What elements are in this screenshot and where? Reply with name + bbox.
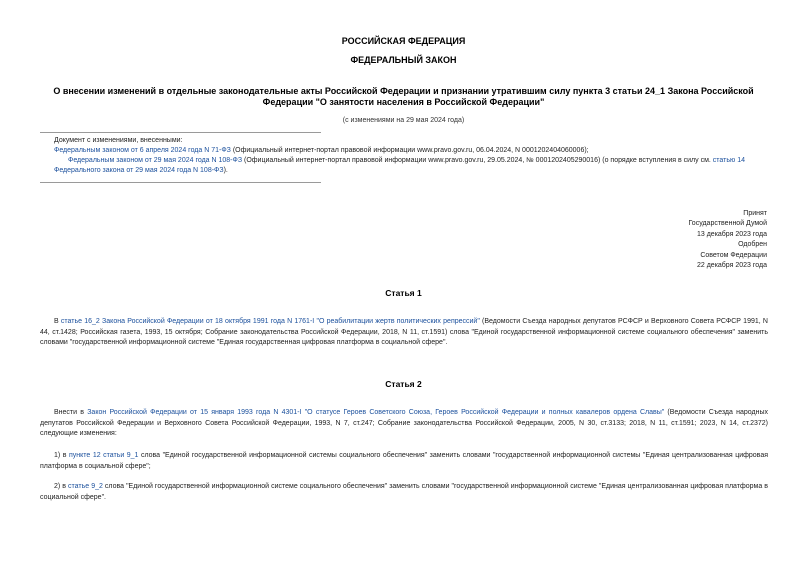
document-title: О внесении изменений в отдельные законодательные акты Российской Федерации и признании утратившим силу пункта 3 статьи 24_1 Закона Российской Федерации "О занятости населения в Российской Федерации" [53,86,754,107]
article-2-item-2-link[interactable]: статье 9_2 [68,483,103,490]
article-2-text: Внести в Закон Российской Федерации от 15 января 1993 года N 4301-I "О статусе Героев Советского Союза, Героев Российской Федерации и полных кавалеров ордена Славы" (Ведомости Съезда народных депутатов Российской Федерации и Верховного Совета Российской Федерации, 1993, N 7, ст.247; Собрание законодательства Российской Федерации, 2005, N 30, ст.3133; 2018, N 11, ст.1591; 2023, N 14, ст.2372) следующие изменения: [40,409,768,437]
acceptance-line: 13 декабря 2023 года [696,230,767,238]
edition-note: (с изменениями на 29 мая 2024 года) [342,117,465,124]
acceptance-block [567,209,767,271]
acceptance-line: Одобрен [738,241,767,249]
article-1-link[interactable]: статье 16_2 Закона Российской Федерации от 18 октября 1991 года N 1761-I "О реабилитации жертв политических репрессий" [60,318,480,325]
amendments-block [40,136,770,176]
country-heading: РОССИЙСКАЯ ФЕДЕРАЦИЯ [341,36,466,46]
amendment-link-1[interactable]: Федеральным законом от 6 апреля 2024 года N 71-ФЗ [54,147,231,154]
acceptance-line: Государственной Думой [688,220,767,228]
divider-top [40,132,321,133]
acceptance-line: Советом Федерации [700,251,767,259]
divider-bottom [40,182,321,183]
acceptance-line: 22 декабря 2023 года [696,262,767,270]
article-2-heading: Статья 2 [385,379,422,389]
law-type-heading: ФЕДЕРАЛЬНЫЙ ЗАКОН [350,55,457,65]
article-2-link[interactable]: Закон Российской Федерации от 15 января 1993 года N 4301-I "О статусе Героев Советского Союза, Героев Российской Федерации и полных кавалеров ордена Славы" [87,409,665,416]
article-1-text: В статье 16_2 Закона Российской Федерации от 18 октября 1991 года N 1761-I "О реабилитации жертв политических репрессий" (Ведомости Съезда народных депутатов РСФСР и Верховного Совета РСФСР 1991, N 44, ст.1428; Российская газета, 1993, 15 октября; Собрание законодательства Российской Федерации, 2018, N 11, ст.1591) слова "Единой государственной информационной системе социального обеспечения" заменить словами "государственной информационной системе "Единая государственная цифровая платформа в социальной сфере". [40,318,768,346]
article-1-heading: Статья 1 [385,288,422,298]
amendment-item-2: Федеральным законом от 29 мая 2024 года N 108-ФЗ (Официальный интернет-портал правовой информации www.pravo.gov.ru, 29.05.2024, № 0001202405290016) (о порядке вступления в силу см. статью 14 Федерального закона от 29 мая 2024 года N 108-ФЗ). [54,157,745,174]
acceptance-line: Принят [743,210,767,217]
amendment-link-3[interactable]: статью 14 Федерального закона от 29 мая 2024 года N 108-ФЗ [54,157,745,174]
article-2-item-2: 2) в статье 9_2 слова "Единой государственной информационной системе социального обеспечения" заменить словами "государственной информационной системе "Единая централизованная цифровая платформа в социальной сфере". [40,483,768,501]
amendments-intro: Документ с изменениями, внесенными: [54,137,183,144]
amendment-item-1: Федеральным законом от 6 апреля 2024 года N 71-ФЗ (Официальный интернет-портал правовой информации www.pravo.gov.ru, 06.04.2024, N 0001202404060006); [54,147,589,154]
article-2-item-1-link[interactable]: пункте 12 статьи 9_1 [68,452,139,459]
article-2-item-1: 1) в пункте 12 статьи 9_1 слова "Единой государственной информационной системы социального обеспечения" заменить словами "государственной информационной системы "Единая централизованная цифровая платформа в социальной сфере"; [40,452,768,470]
amendment-link-2[interactable]: Федеральным законом от 29 мая 2024 года N 108-ФЗ [68,157,243,164]
